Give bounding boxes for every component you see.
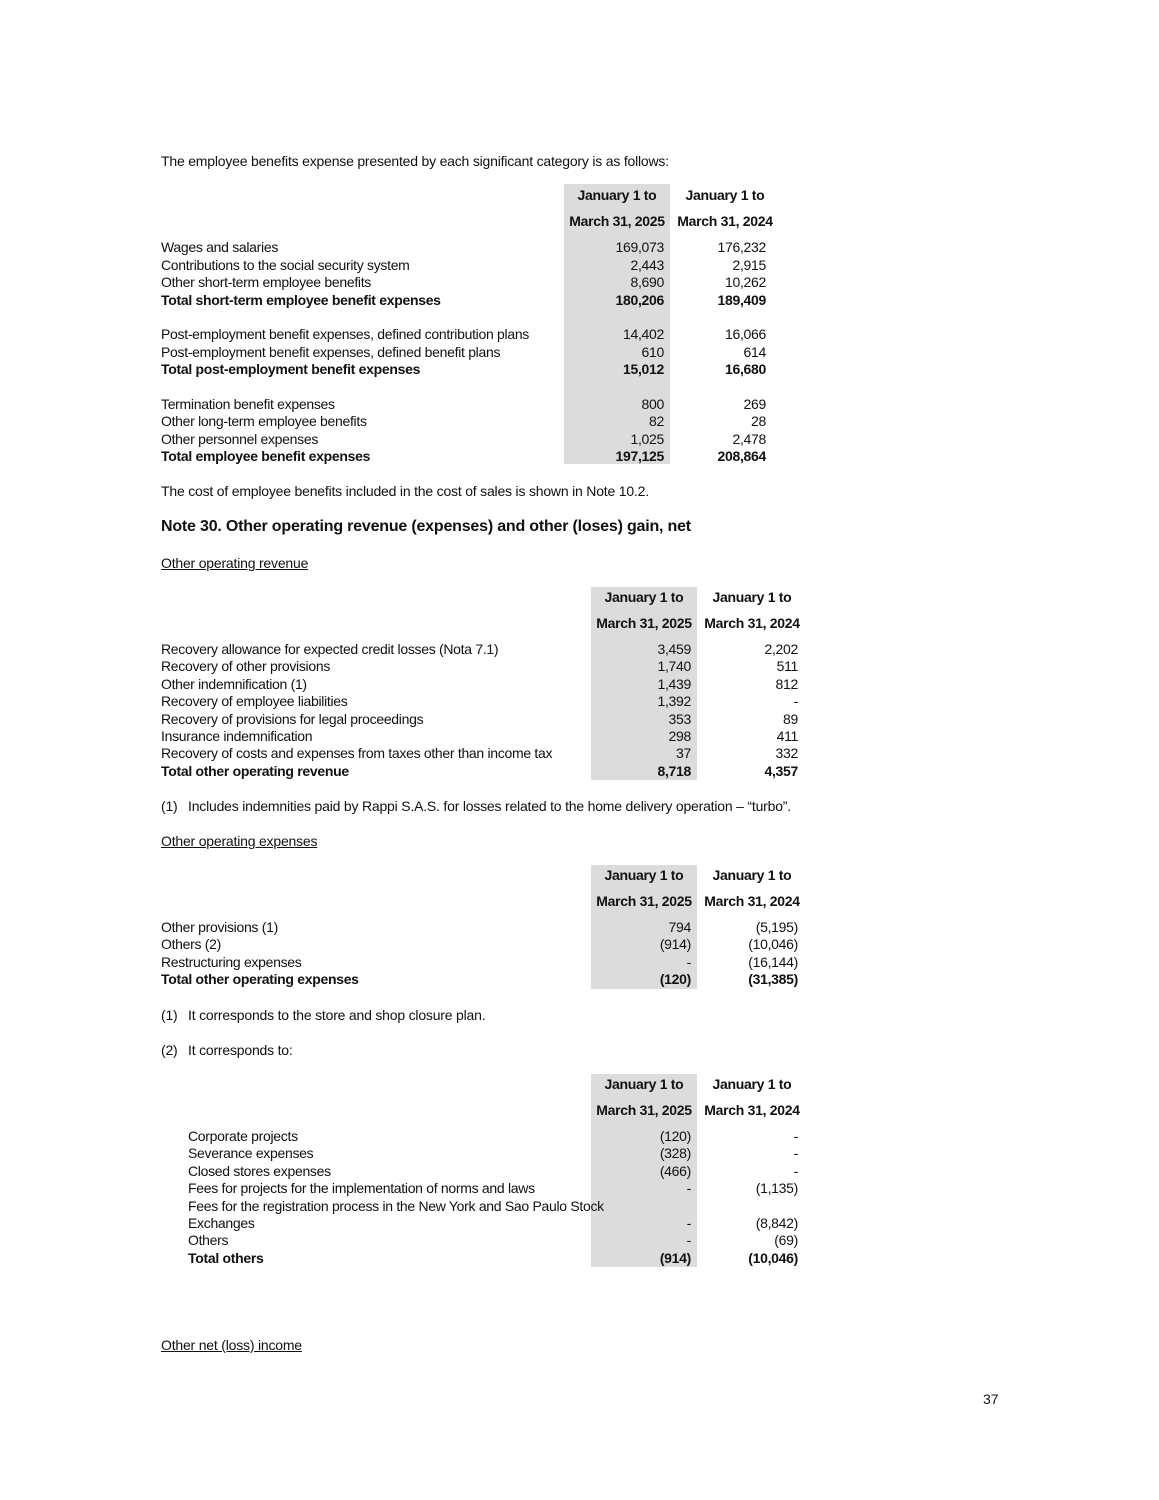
row-value-2024: 2,478 <box>732 430 766 447</box>
row-value-2024: 208,864 <box>717 448 766 464</box>
row-value-2024: - <box>793 693 798 710</box>
row-label: Closed stores expenses <box>188 1162 331 1179</box>
col-prior-header-line1: January 1 to <box>685 187 765 203</box>
row-value-2024: 189,409 <box>717 291 766 308</box>
row-value-2024: (31,385) <box>748 971 798 988</box>
row-value-2024: (5,195) <box>755 919 798 935</box>
col-current-header-line2: March 31, 2025 <box>569 213 665 229</box>
row-label: Recovery of costs and expenses from taxes other than income tax <box>161 745 553 762</box>
row-value-2024: (1,135) <box>755 1180 798 1197</box>
row-value-2025: 1,439 <box>657 675 691 692</box>
footnote-number: (1) <box>161 798 178 814</box>
row-label: Termination benefit expenses <box>161 395 335 412</box>
row-label: Other provisions (1) <box>161 919 278 935</box>
row-label: Exchanges <box>188 1215 255 1231</box>
row-label: Other personnel expenses <box>161 430 319 447</box>
revenue-footnote <box>161 798 861 816</box>
row-value-2025: 15,012 <box>622 361 664 377</box>
row-label: Recovery of employee liabilities <box>161 693 348 710</box>
row-value-2024: 4,357 <box>764 762 798 779</box>
row-label: Post-employment benefit expenses, defined benefit plans <box>161 343 501 360</box>
row-value-2024: (8,842) <box>755 1215 798 1231</box>
row-value-2024: - <box>793 1145 798 1162</box>
row-label: Contributions to the social security system <box>161 256 410 273</box>
expenses-footnote-2 <box>161 1042 861 1060</box>
row-label: Severance expenses <box>188 1145 314 1162</box>
row-value-2025: (914) <box>659 1249 691 1266</box>
row-value-2025: 298 <box>668 728 691 744</box>
row-value-2024: 411 <box>776 728 798 744</box>
footnote-number: (1) <box>161 1007 178 1023</box>
row-value-2024: (69) <box>774 1232 798 1249</box>
row-value-2024: 614 <box>743 343 766 360</box>
expenses-subheading: Other operating expenses <box>161 833 318 849</box>
col-prior-header-line1: January 1 to <box>712 589 792 605</box>
row-label: Post-employment benefit expenses, defined contribution plans <box>161 326 530 342</box>
row-label: Total short-term employee benefit expenses <box>161 291 441 308</box>
row-label: Other long-term employee benefits <box>161 413 367 429</box>
row-value-2024: 176,232 <box>717 239 766 255</box>
row-value-2024: 511 <box>776 658 798 675</box>
row-value-2025: (466) <box>659 1162 691 1179</box>
row-value-2024: 16,680 <box>724 361 766 377</box>
row-value-2025: 14,402 <box>622 326 664 342</box>
row-value-2024: 89 <box>783 710 798 727</box>
row-value-2025: (328) <box>659 1145 691 1162</box>
row-value-2025: 2,443 <box>630 256 664 273</box>
row-value-2025: 8,718 <box>657 762 691 779</box>
row-value-2025: 37 <box>676 745 691 762</box>
col-prior-header-line1: January 1 to <box>712 1076 792 1092</box>
row-label: Wages and salaries <box>161 239 279 255</box>
row-value-2024: 16,066 <box>724 326 766 342</box>
row-label: Recovery of provisions for legal proceedings <box>161 710 424 727</box>
row-label: Total others <box>188 1249 264 1266</box>
row-value-2024: - <box>793 1162 798 1179</box>
row-value-2025: 8,690 <box>630 274 664 290</box>
col-prior-header-line2: March 31, 2024 <box>704 1102 800 1118</box>
row-label: Total post-employment benefit expenses <box>161 361 421 377</box>
row-value-2025: 1,025 <box>630 430 664 447</box>
col-current-header-line1: January 1 to <box>577 187 657 203</box>
col-current-header-line1: January 1 to <box>604 1076 684 1092</box>
row-label: Corporate projects <box>188 1128 298 1144</box>
row-value-2024: 28 <box>751 413 766 429</box>
page-number: 37 <box>983 1391 999 1407</box>
col-current-header-line1: January 1 to <box>604 589 684 605</box>
row-label: Insurance indemnification <box>161 728 313 744</box>
row-label: Fees for projects for the implementation of norms and laws <box>188 1180 535 1197</box>
row-value-2025: (120) <box>659 1128 691 1144</box>
col-current-header-line2: March 31, 2025 <box>596 615 692 631</box>
footnote-text: It corresponds to: <box>188 1042 293 1058</box>
row-value-2025: 353 <box>668 710 691 727</box>
row-value-2024: (10,046) <box>748 936 798 953</box>
row-label: Total employee benefit expenses <box>161 448 371 464</box>
col-current-header-line1: January 1 to <box>604 867 684 883</box>
expenses-footnote-1 <box>161 1007 861 1025</box>
row-value-2025: 1,740 <box>657 658 691 675</box>
row-value-2025: 82 <box>649 413 664 429</box>
row-value-2024: - <box>793 1128 798 1144</box>
row-value-2025: 3,459 <box>657 641 691 657</box>
row-value-2025: (914) <box>659 936 691 953</box>
row-value-2025: (120) <box>659 971 691 988</box>
row-value-2025: 180,206 <box>615 291 664 308</box>
footnote-number: (2) <box>161 1042 178 1058</box>
revenue-subheading: Other operating revenue <box>161 555 309 571</box>
row-label: Others <box>188 1232 229 1249</box>
row-label: Total other operating revenue <box>161 762 349 779</box>
col-prior-header-line1: January 1 to <box>712 867 792 883</box>
row-value-2024: 10,262 <box>724 274 766 290</box>
row-value-2025: 1,392 <box>657 693 691 710</box>
col-current-header-line2: March 31, 2025 <box>596 1102 692 1118</box>
row-label: Fees for the registration process in the New York and Sao Paulo Stock <box>188 1197 604 1214</box>
row-label: Total other operating expenses <box>161 971 359 988</box>
col-current-header-line2: March 31, 2025 <box>596 893 692 909</box>
row-value-2025: 800 <box>641 395 664 412</box>
col-prior-header-line2: March 31, 2024 <box>704 893 800 909</box>
row-value-2025: - <box>686 1180 691 1197</box>
row-label: Other short-term employee benefits <box>161 274 372 290</box>
row-value-2025: - <box>686 1215 691 1231</box>
row-label: Restructuring expenses <box>161 953 302 970</box>
row-value-2024: 2,202 <box>764 641 798 657</box>
row-value-2025: - <box>686 1232 691 1249</box>
row-value-2024: 269 <box>743 395 766 412</box>
row-value-2024: 812 <box>775 675 798 692</box>
cost-of-sales-note: The cost of employee benefits included in the cost of sales is shown in Note 10.2. <box>161 483 649 499</box>
footnote-text: It corresponds to the store and shop closure plan. <box>188 1007 486 1023</box>
row-value-2025: 197,125 <box>615 448 664 464</box>
intro-paragraph: The employee benefits expense presented by each significant category is as follows: <box>161 153 669 169</box>
row-label: Other indemnification (1) <box>161 675 307 692</box>
net-income-subheading: Other net (loss) income <box>161 1337 302 1353</box>
row-label: Others (2) <box>161 936 222 953</box>
row-value-2024: (10,046) <box>748 1249 798 1266</box>
row-label: Recovery allowance for expected credit losses (Nota 7.1) <box>161 641 499 657</box>
row-value-2025: 794 <box>668 919 691 935</box>
row-value-2024: 332 <box>775 745 798 762</box>
row-value-2025: - <box>686 953 691 970</box>
row-value-2024: (16,144) <box>748 953 798 970</box>
col-prior-header-line2: March 31, 2024 <box>677 213 773 229</box>
note30-heading: Note 30. Other operating revenue (expenses) and other (loses) gain, net <box>161 518 691 535</box>
row-value-2024: 2,915 <box>732 256 766 273</box>
row-value-2025: 169,073 <box>615 239 664 255</box>
row-value-2025: 610 <box>641 343 664 360</box>
footnote-text: Includes indemnities paid by Rappi S.A.S. for losses related to the home delivery operation – “turbo”. <box>188 798 791 814</box>
col-prior-header-line2: March 31, 2024 <box>704 615 800 631</box>
row-label: Recovery of other provisions <box>161 658 331 675</box>
